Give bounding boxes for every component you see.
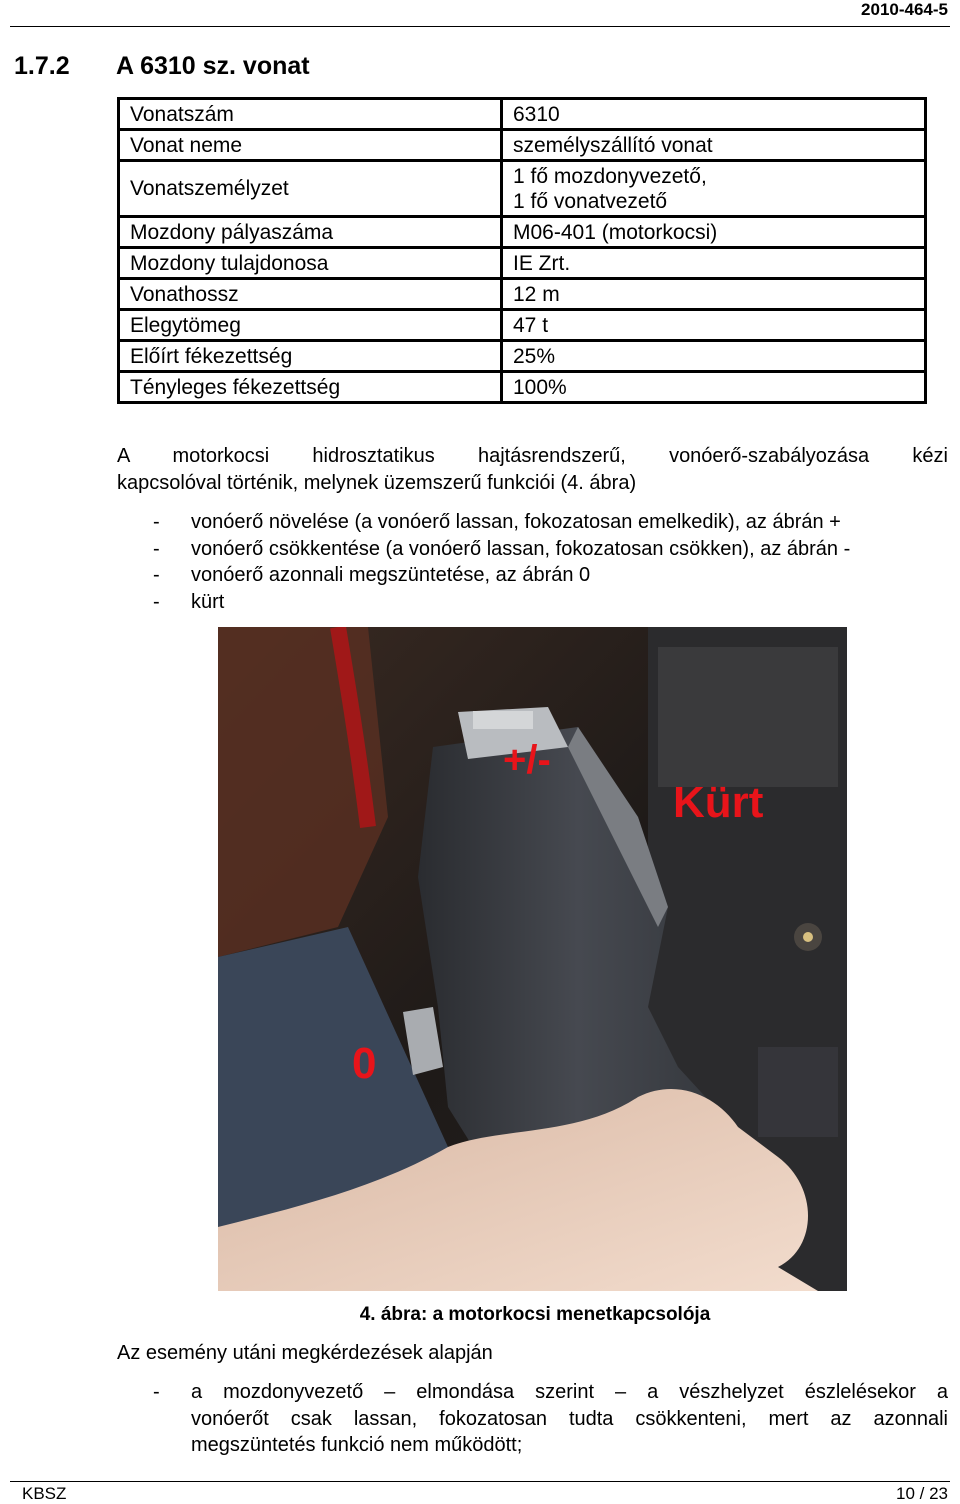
table-key: Mozdony tulajdonosa [119,248,502,279]
table-row [119,279,926,310]
table-key: Vonatszám [119,99,502,130]
table-value: 100% [502,372,926,403]
table-key: Tényleges fékezettség [119,372,502,403]
list-item: - vonóerő azonnali megszüntetése, az ábrán 0 [117,562,948,589]
table-key: Vonatszemélyzet [119,161,502,217]
section-number: 1.7.2 [14,52,70,80]
table-value: 47 t [502,310,926,341]
table-row [119,161,926,217]
train-data-table [117,97,927,404]
table-value-line: 1 fő vonatvezető [513,189,668,213]
table-row [119,372,926,403]
table-key: Elegytömeg [119,310,502,341]
document-id: 2010-464-5 [861,0,948,19]
table-row [119,130,926,161]
list-item-line: a mozdonyvezető – elmondása szerint – a vészhelyzet észlelésekor a [191,1381,948,1403]
table-row [119,99,926,130]
figure-caption: 4. ábra: a motorkocsi menetkapcsolója [359,1304,711,1325]
list-item-line: megszüntetés funkció nem működött; [191,1434,523,1456]
list-item-text: kürt [191,590,225,613]
label-horn: Kürt [673,778,764,827]
table-value: 12 m [502,279,926,310]
section-title: A 6310 sz. vonat [116,52,310,80]
table-row [119,341,926,372]
table-value: IE Zrt. [502,248,926,279]
statement-list [117,1379,948,1459]
table-value-line: 1 fő mozdonyvezető, [513,164,707,188]
after-event-heading: Az esemény utáni megkérdezések alapján [117,1342,493,1364]
footer-organization: KBSZ [22,1484,67,1503]
table-key: Vonat neme [119,130,502,161]
table-row [119,248,926,279]
table-row [119,310,926,341]
list-item-text: vonóerő azonnali megszüntetése, az ábrán 0 [191,564,591,586]
table-key: Vonathossz [119,279,502,310]
label-zero: 0 [352,1039,377,1088]
intro-paragraph-line: A motorkocsi hidrosztatikus hajtásrendszerű, vonóerő-szabályozása kézi [117,445,948,467]
list-item: - kürt [117,589,948,616]
list-item-line: vonóerőt csak lassan, fokozatosan tudta csökkenteni, mert az azonnali [191,1407,948,1430]
controller-photo [218,627,847,1291]
header-rule [10,26,950,27]
table-row [119,217,926,248]
list-item: - vonóerő növelése (a vonóerő lassan, fokozatosan emelkedik), az ábrán + [117,509,948,536]
list-item-text: vonóerő növelése (a vonóerő lassan, fokozatosan emelkedik), az ábrán + [191,511,841,533]
table-value: M06-401 (motorkocsi) [502,217,926,248]
list-item-text: vonóerő csökkentése (a vonóerő lassan, fokozatosan csökken), az ábrán - [191,537,851,560]
table-value [502,161,926,217]
page-number: 10 / 23 [896,1484,948,1503]
label-plus-minus: +/- [503,738,551,782]
section-heading [14,52,310,81]
function-list [117,509,948,615]
footer-rule [10,1481,950,1482]
list-item: - vonóerő csökkentése (a vonóerő lassan, fokozatosan csökken), az ábrán - [117,536,948,563]
table-value: 6310 [502,99,926,130]
table-value: 25% [502,341,926,372]
list-item: - a mozdonyvezető – elmondása szerint – a vészhelyzet észlelésekor a vonóerőt csak lassan, fokozatosan tudta csökkenteni, mert az azonnali megszüntetés funkció nem működött; [117,1379,948,1459]
table-value: személyszállító vonat [502,130,926,161]
intro-paragraph-line: kapcsolóval történik, melynek üzemszerű funkciói (4. ábra) [117,472,637,494]
table-key: Mozdony pályaszáma [119,217,502,248]
table-key: Előírt fékezettség [119,341,502,372]
